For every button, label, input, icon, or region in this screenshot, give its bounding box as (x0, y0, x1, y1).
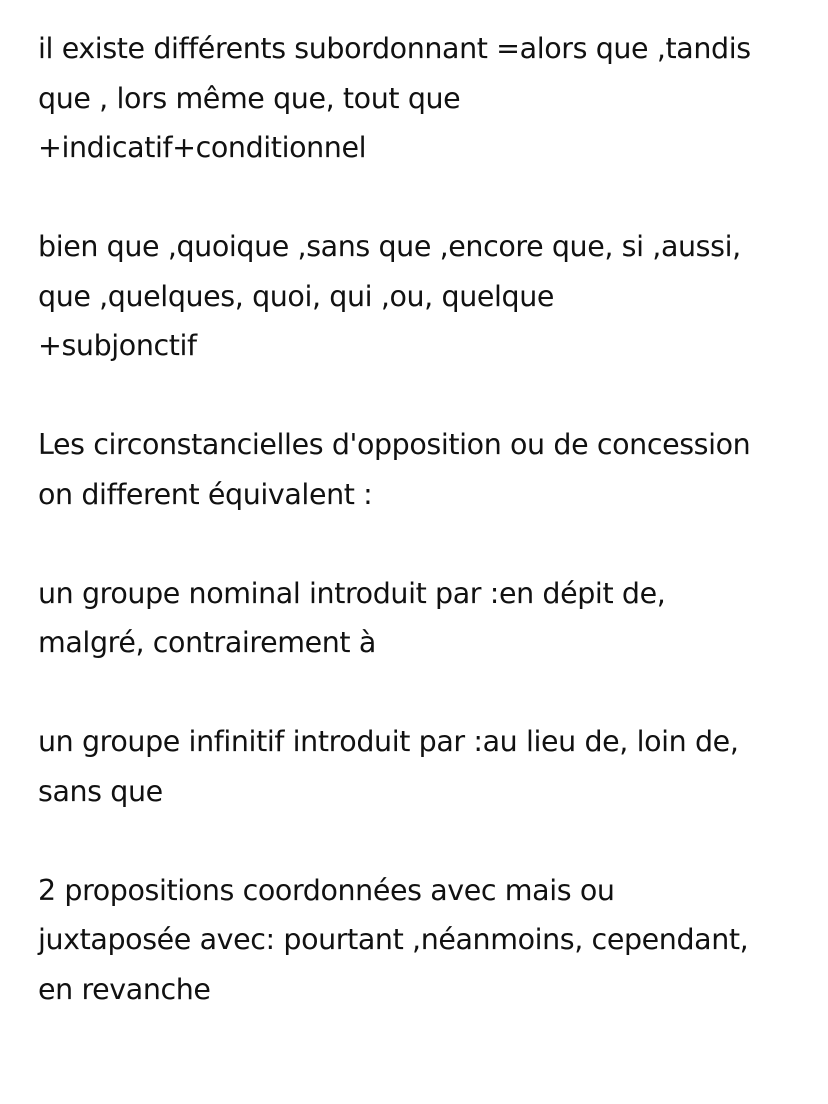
text-line: bien que ,quoique ,sans que ,encore que, si ,aussi, (38, 230, 741, 263)
text-line: que , lors même que, tout que (38, 81, 461, 115)
text-line: que ,quelques, quoi, qui ,ou, quelque (38, 279, 554, 313)
text-line: un groupe nominal introduit par :en dépit de, (38, 576, 666, 610)
text-line: Les circonstancielles d'opposition ou de concession (38, 428, 751, 461)
text-line: malgré, contrairement à (38, 626, 376, 659)
text-line: il existe différents subordonnant =alors que ,tandis (38, 32, 751, 65)
text-line: +subjonctif (38, 329, 197, 362)
text-line: 2 propositions coordonnées avec mais ou (38, 873, 615, 907)
paragraph-groupe-nominal (38, 569, 798, 668)
text-line: juxtaposée avec: pourtant ,néanmoins, cependant, (38, 923, 749, 956)
text-line: on different équivalent : (38, 477, 373, 511)
text-line: +indicatif+conditionnel (38, 131, 367, 164)
document-body (38, 24, 798, 1064)
text-line: sans que (38, 774, 163, 808)
text-line: un groupe infinitif introduit par :au lieu de, loin de, (38, 725, 739, 758)
paragraph-propositions-coordonnees (38, 866, 798, 1015)
paragraph-subordonnants-subjonctif (38, 222, 798, 371)
text-line: en revanche (38, 972, 211, 1006)
paragraph-groupe-infinitif (38, 717, 798, 816)
paragraph-equivalents-intro (38, 420, 798, 519)
paragraph-subordonnants-indicatif (38, 24, 798, 173)
